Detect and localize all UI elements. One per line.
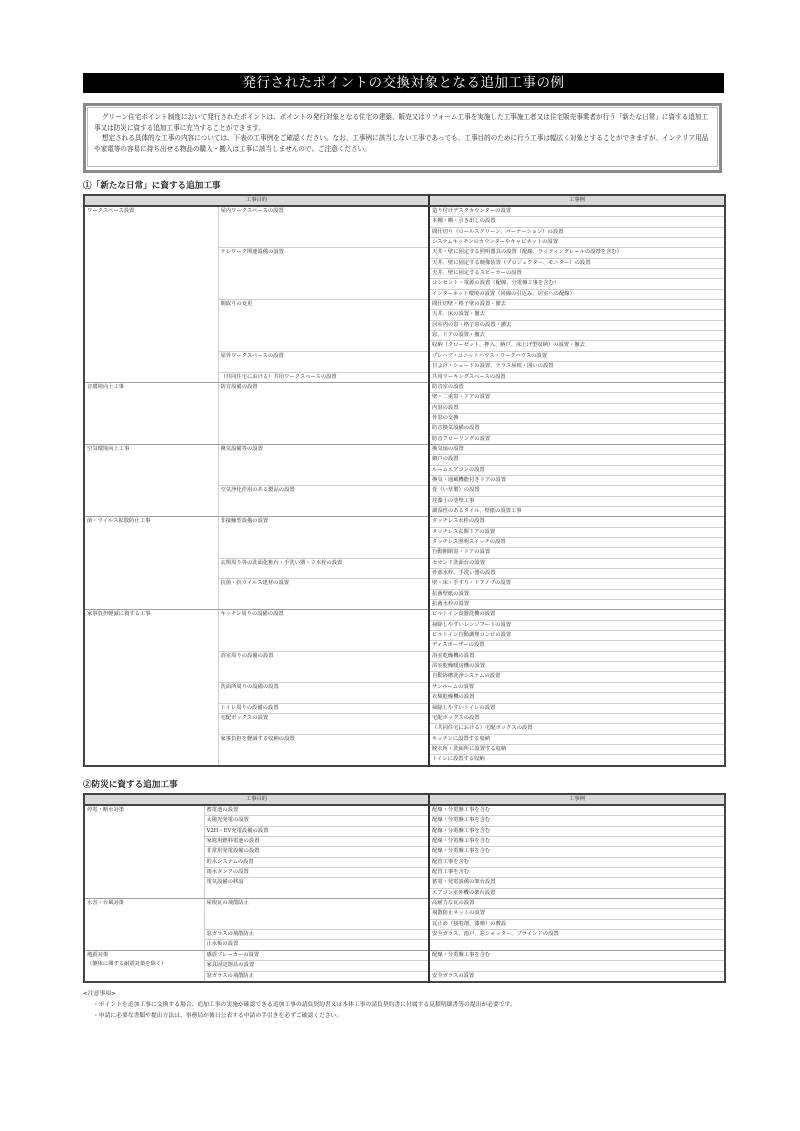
- example-cell: [429, 961, 725, 971]
- example-cell: エアコン室外機の架台設置: [429, 888, 725, 898]
- purpose-cell: 屋内ワークスペースの設置: [218, 206, 429, 248]
- example-cell: 造り付けデスクカウンターの設置: [429, 206, 725, 217]
- example-cell: ディスポーザーの設置: [429, 641, 725, 651]
- example-cell: 網戸の設置: [429, 455, 725, 465]
- example-cell: 天井、壁に固定するスピーカーの設置: [429, 269, 725, 279]
- category-cell: [84, 610, 218, 766]
- example-cell: トイレに設置する収納: [429, 755, 725, 766]
- purpose-cell: テレワーク関連設備の設置: [218, 248, 429, 300]
- section1-heading: ①「新たな日常」に資する追加工事: [83, 181, 221, 191]
- example-cell: システムキッチンのカウンターやキャビネットの設置: [429, 238, 725, 248]
- example-cell: 配線・分電盤工事を含む: [429, 847, 725, 857]
- table-row: [84, 610, 725, 620]
- purpose-cell: 非接触型設備の設置: [218, 517, 429, 558]
- example-cell: 衣類乾燥機の設置: [429, 693, 725, 703]
- intro-box: [83, 103, 722, 173]
- example-cell: コンセント・電源の設置（配線、分電盤工事を含む）: [429, 279, 725, 289]
- purpose-cell: 太陽光発電の設置: [204, 816, 429, 826]
- purpose-cell: （共同住宅における）共用ワークスペースの設置: [218, 372, 429, 382]
- category-label: 空気環境向上工事: [87, 445, 130, 452]
- example-cell: 居室内の窓・格子窓の設置・撤去: [429, 320, 725, 330]
- example-cell: 配線・分電盤工事を含む: [429, 950, 725, 960]
- category-cell: [84, 950, 204, 982]
- example-cell: 窓、ドアの設置・撤去: [429, 331, 725, 341]
- purpose-cell: キッチン周りの設備の設置: [218, 610, 429, 651]
- purpose-cell: 間取りの変更: [218, 300, 429, 352]
- example-cell: 蓄電・発電設備の架台設置: [429, 878, 725, 888]
- example-cell: （共同住宅における）宅配ボックスの設置: [429, 724, 725, 734]
- example-cell: ビルトイン食器洗機の設置: [429, 610, 725, 620]
- example-cell: 壁・床・手すり・ドアノブの設置: [429, 579, 725, 589]
- purpose-cell: トイレ周りの設備の設置: [218, 703, 429, 713]
- notes-section: [83, 989, 724, 1022]
- category-cell: [84, 444, 218, 516]
- column-header-example: 工事例: [429, 794, 725, 805]
- example-cell: ルームエアコンの設置: [429, 465, 725, 475]
- example-cell: 安全ガラスの設置: [429, 971, 725, 982]
- category-note: （躯体に関する耐震対策を除く）: [87, 961, 167, 968]
- purpose-cell: 家事負担を軽減する収納の設置: [218, 734, 429, 766]
- example-cell: 配線・分電盤工事を含む: [429, 805, 725, 816]
- example-cell: 換気扇の設置: [429, 444, 725, 454]
- example-cell: 配線・分電盤工事を含む: [429, 837, 725, 847]
- purpose-cell: 屋根瓦の飛散防止: [204, 899, 429, 930]
- example-cell: 天井、床の設置・撤去: [429, 310, 725, 320]
- example-cell: [429, 940, 725, 950]
- example-cell: 外窓の交換: [429, 413, 725, 423]
- example-cell: タッチレス照明スイッチの設置: [429, 538, 725, 548]
- example-cell: 天井、壁に固定する映像装置（プロジェクター、モニター）の設置: [429, 258, 725, 268]
- note-item: ・申請に必要な書類や提出方法は、事務局が後日公表する申請の手引きを必ずご確認ください。: [93, 1013, 343, 1019]
- note-item: ・ポイントを追加工事に交換する場合、追加工事の実施が確認できる追加工事の請負契約書又は本体工事の請負契約書に付属する見積明細書等の提出が必要です。: [93, 1002, 516, 1008]
- category-cell: [84, 206, 218, 382]
- example-cell: サンルームの設置: [429, 682, 725, 692]
- example-cell: 換気・通風機能付きドアの設置: [429, 475, 725, 485]
- example-cell: 飛散防止ネットの設置: [429, 909, 725, 919]
- example-cell: 間仕切り（ロールスクリーン、パーテーション）の設置: [429, 227, 725, 237]
- table-row: [84, 805, 725, 816]
- column-header-purpose: 工事目的: [84, 195, 429, 206]
- example-cell: 壁・二重窓・ドアの設置: [429, 393, 725, 403]
- example-cell: 宅配ボックスの設置: [429, 713, 725, 723]
- purpose-cell: 非常用発電設備の設置: [204, 847, 429, 857]
- category-cell: [84, 382, 218, 444]
- purpose-cell: 換気設備等の設置: [218, 444, 429, 485]
- category-label: 菌・ウイルス拡散防止工事: [87, 518, 151, 525]
- table-row: [84, 950, 725, 960]
- example-cell: 配線・分電盤工事を含む: [429, 826, 725, 836]
- category-label: ワークスペース設置: [87, 208, 135, 214]
- example-cell: 調湿性のあるタイル、壁紙の設置工事: [429, 506, 725, 516]
- example-cell: キッチンに設置する収納: [429, 734, 725, 744]
- purpose-cell: 雨水タンクの設置: [204, 868, 429, 878]
- category-label: 停電・断水対策: [87, 807, 125, 813]
- example-cell: セカンド洗面台の設置: [429, 558, 725, 568]
- example-cell: 自動開閉窓・ドアの設置: [429, 548, 725, 558]
- example-cell: ビルトイン自動調理コンロの設置: [429, 631, 725, 641]
- purpose-cell: 家具固定器具の設置: [204, 961, 429, 971]
- category-label: 水害・台風対策: [87, 900, 125, 907]
- example-cell: 畳（い草製）の設置: [429, 486, 725, 496]
- example-cell: 珪藻土の塗壁工事: [429, 496, 725, 506]
- category-label: 家事負担軽減に資する工事: [87, 611, 151, 618]
- example-cell: 浴室乾燥暖房機の設置: [429, 662, 725, 672]
- section2-heading: ②防災に資する追加工事: [83, 780, 178, 790]
- example-cell: 内窓の設置: [429, 403, 725, 413]
- category-label: 地震対策: [87, 951, 109, 958]
- example-cell: 配管工事を含む: [429, 868, 725, 878]
- notes-heading: <注意事項>: [83, 991, 116, 997]
- intro-paragraph: 想定される具体的な工事の内容については、下表の工事例をご確認ください。なお、工事例に該当しない工事であっても、工事目的のために行う工事は幅広く対象とすることができますが、インテリア用品や家電等の容易に持ち出せる物品の購入・搬入は工事に該当しませんので、ご注意ください。: [94, 134, 709, 153]
- category-cell: [84, 517, 218, 610]
- example-cell: 配線・分電盤工事を含む: [429, 816, 725, 826]
- column-header-example: 工事例: [429, 195, 725, 206]
- example-cell: 瓦止め（接着剤、漆喰）の敷設: [429, 919, 725, 929]
- example-cell: 高耐力な瓦の設置: [429, 899, 725, 909]
- example-cell: 浴室乾燥機の設置: [429, 651, 725, 661]
- example-cell: 抗菌水栓の設置: [429, 600, 725, 610]
- example-cell: 安全ガラス、雨戸、窓シャッター、ブラインドの設置: [429, 930, 725, 940]
- example-cell: 防音室の設置: [429, 382, 725, 392]
- example-cell: 天井・壁に固定する照明器具の設置（配線、ライティングレールの設置を含む）: [429, 248, 725, 258]
- purpose-cell: 窓ガラスの飛散防止: [204, 971, 429, 982]
- table-row: [84, 382, 725, 392]
- purpose-cell: 浴室周りの設備の設置: [218, 651, 429, 682]
- category-cell: [84, 899, 204, 951]
- purpose-cell: 窓ガラスの飛散防止: [204, 930, 429, 940]
- purpose-cell: 玄関周り等の洗面化粧台・手洗い器・立水栓の設置: [218, 558, 429, 579]
- example-cell: 共用ワーキングスペースの設置: [429, 372, 725, 382]
- purpose-cell: 空気浄化作用のある製品の設置: [218, 486, 429, 517]
- example-cell: 収納（クローゼット、押入、納戸、床上げ型収納）の設置・撤去: [429, 341, 725, 351]
- page-title: 発行されたポイントの交換対象となる追加工事の例: [83, 73, 724, 93]
- purpose-cell: 屋外ワークスペースの設置: [218, 351, 429, 372]
- purpose-cell: 電気設備の移設: [204, 878, 429, 899]
- purpose-cell: 止水板の設置: [204, 940, 429, 950]
- category-cell: [84, 805, 204, 899]
- example-cell: 配管工事を含む: [429, 857, 725, 867]
- section2-table: [83, 793, 726, 983]
- example-cell: 外部水栓、手洗い器の設置: [429, 569, 725, 579]
- column-header-purpose: 工事目的: [84, 794, 429, 805]
- purpose-cell: 洗面所周りの設備の設置: [218, 682, 429, 703]
- purpose-cell: 抗菌・抗ウイルス建材の設置: [218, 579, 429, 610]
- example-cell: 日よけ・シェードの設置、テラス屋根・囲いの設置: [429, 362, 725, 372]
- example-cell: 掃除しやすいトイレの設置: [429, 703, 725, 713]
- purpose-cell: 感震ブレーカーの設置: [204, 950, 429, 960]
- example-cell: 防音換気設備の設置: [429, 424, 725, 434]
- example-cell: 自動浴槽洗浄システムの設置: [429, 672, 725, 682]
- table-row: [84, 444, 725, 454]
- purpose-cell: 蓄電池の設置: [204, 805, 429, 816]
- purpose-cell: 貯水システムの設置: [204, 857, 429, 867]
- example-cell: インターネット環境の設置（回線の引込み、居室への配線）: [429, 289, 725, 299]
- purpose-cell: 宅配ボックスの設置: [218, 713, 429, 734]
- purpose-cell: 家庭用燃料電池の設置: [204, 837, 429, 847]
- example-cell: 抗菌壁紙の設置: [429, 589, 725, 599]
- example-cell: 本棚・棚・引き出しの設置: [429, 217, 725, 227]
- section1-table: [83, 194, 726, 767]
- category-label: 音環境向上工事: [87, 383, 125, 390]
- example-cell: 間仕切壁・格子壁の設置・撤去: [429, 300, 725, 310]
- table-row: [84, 517, 725, 527]
- purpose-cell: 防音設備の設置: [218, 382, 429, 444]
- table-row: [84, 206, 725, 217]
- table-row: [84, 899, 725, 909]
- example-cell: タッチレス玄関ドアの設置: [429, 527, 725, 537]
- example-cell: プレハブ・ユニットハウス・ワークハウスの設置: [429, 351, 725, 361]
- purpose-cell: V2H・EV充電設備の設置: [204, 826, 429, 836]
- intro-paragraph: グリーン住宅ポイント制度において発行されたポイントは、ポイントの発行対象となる住宅の建築、販売又はリフォーム工事を実施した工事施工者又は住宅販売事業者が行う「新たな日常」に資する追加工事又は防災に資する追加工事に充当することができます。: [94, 113, 709, 132]
- example-cell: 掃除しやすいレンジフードの設置: [429, 620, 725, 630]
- example-cell: タッチレス水栓の設置: [429, 517, 725, 527]
- example-cell: 防音フローリングの設置: [429, 434, 725, 444]
- example-cell: 脱衣所・洗面所に設置する収納: [429, 744, 725, 754]
